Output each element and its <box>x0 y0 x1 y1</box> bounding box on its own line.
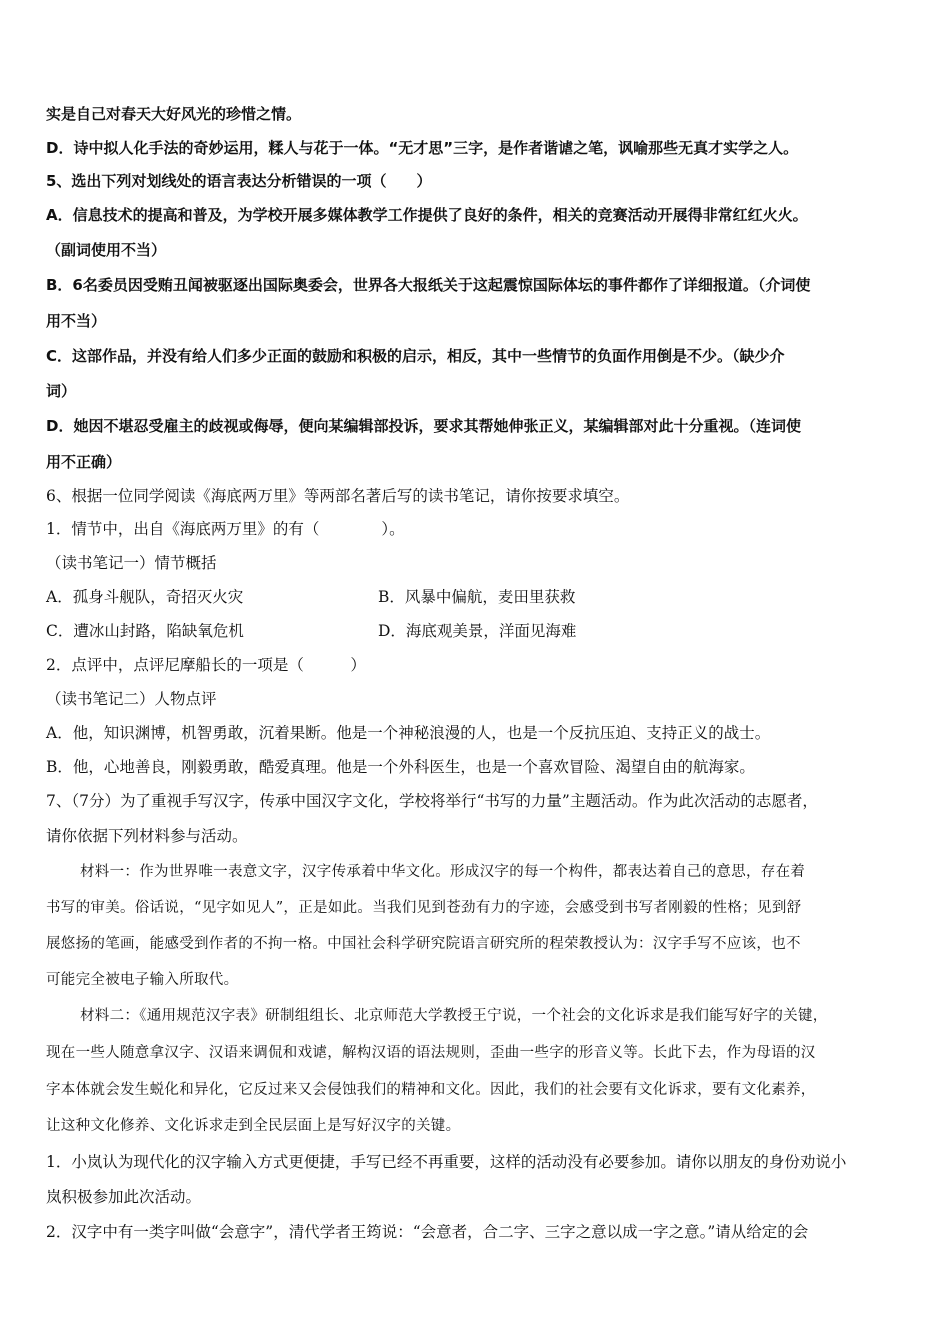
q6-option-c: C．遭冰山封路，陷缺氧危机 <box>46 622 244 640</box>
q6-answer-a: A．他，知识渊博，机智勇敢，沉着果断。他是一个神秘浪漫的人，也是一个反抗压迫、支持正义的战士。 <box>46 724 771 742</box>
material2-line1: 材料二：《通用规范汉字表》研制组组长、北京师范大学教授王宁说，一个社会的文化诉求是我们能写好字的关键， <box>80 1008 828 1024</box>
q5-option-d: D．她因不堪忍受雇主的歧视或侮辱，便向某编辑部投诉，要求其帮她伸张正义，某编辑部对此十分重视。（连词使 <box>46 417 801 435</box>
q5-stem: 5、选出下列对划线处的语言表达分析错误的一项（ ） <box>46 172 432 190</box>
material2-line3: 字本体就会发生蜕化和异化，它反过来又会侵蚀我们的精神和文化。因此，我们的社会要有文化诉求，要有文化素养， <box>46 1082 816 1098</box>
q4-line1: 实是自己对春天大好风光的珍惜之情。 <box>46 105 302 123</box>
q5-option-c-cont: 词） <box>46 382 77 400</box>
material1-line4: 可能完全被电子输入所取代。 <box>46 972 239 988</box>
q6-note1: （读书笔记一）情节概括 <box>46 554 217 572</box>
q6-sub2: 2．点评中，点评尼摩船长的一项是（ ） <box>46 656 366 674</box>
material2-line2: 现在一些人随意拿汉字、汉语来调侃和戏谑，解构汉语的语法规则，歪曲一些字的形音义等。长此下去，作为母语的汉 <box>46 1045 816 1061</box>
q7-sub1-cont: 岚积极参加此次活动。 <box>46 1188 202 1206</box>
material1-line3: 展悠扬的笔画，能感受到作者的不拘一格。中国社会科学研究院语言研究所的程荣教授认为：汉字手写不应该，也不 <box>46 936 801 952</box>
material1-line2: 书写的审美。俗话说，“见字如见人”，正是如此。当我们见到苍劲有力的字迹，会感受到书写者刚毅的性格；见到舒 <box>46 900 802 916</box>
q6-answer-b: B．他，心地善良，刚毅勇敢，酷爱真理。他是一个外科医生，也是一个喜欢冒险、渴望自由的航海家。 <box>46 758 755 776</box>
q7-stem: 7、（7分）为了重视手写汉字，传承中国汉字文化，学校将举行“书写的力量”主题活动。作为此次活动的志愿者， <box>46 792 818 810</box>
q5-option-b-cont: 用不当） <box>46 312 107 330</box>
q6-option-d: D．海底观美景，洋面见海难 <box>378 622 577 640</box>
q7-stem-cont: 请你依据下列材料参与活动。 <box>46 827 248 845</box>
q5-option-d-cont: 用不正确） <box>46 453 122 471</box>
q6-note2: （读书笔记二）人物点评 <box>46 690 217 708</box>
material1-line1: 材料一：作为世界唯一表意文字，汉字传承着中华文化。形成汉字的每一个构件，都表达着自己的意思，存在着 <box>80 864 806 880</box>
q5-option-a: A．信息技术的提高和普及，为学校开展多媒体教学工作提供了良好的条件，相关的竞赛活动开展得非常红红火火。 <box>46 206 808 224</box>
q7-sub2: 2．汉字中有一类字叫做“会意字”，清代学者王筠说：“会意者，合二字、三字之意以成一字之意。”请从给定的会 <box>46 1223 809 1241</box>
q6-sub1: 1．情节中，出自《海底两万里》的有（ ）。 <box>46 520 405 538</box>
q5-option-b: B．6名委员因受贿丑闻被驱逐出国际奥委会，世界各大报纸关于这起震惊国际体坛的事件都作了详细报道。（介词使 <box>46 276 811 294</box>
material2-line4: 让这种文化修养、文化诉求走到全民层面上是写好汉字的关键。 <box>46 1118 461 1134</box>
q4-option-d: D．诗中拟人化手法的奇妙运用，糅人与花于一体。“无才思”三字，是作者谐谑之笔，讽喻那些无真才实学之人。 <box>46 139 799 157</box>
q5-option-a-cont: （副词使用不当） <box>46 241 167 259</box>
q6-option-b: B．风暴中偏航，麦田里获救 <box>378 588 576 606</box>
q7-sub1: 1．小岚认为现代化的汉字输入方式更便捷，手写已经不再重要，这样的活动没有必要参加。请你以朋友的身份劝说小 <box>46 1153 847 1171</box>
q6-option-a: A．孤身斗舰队，奇招灭火灾 <box>46 588 244 606</box>
q6-stem: 6、根据一位同学阅读《海底两万里》等两部名著后写的读书笔记，请你按要求填空。 <box>46 487 630 505</box>
q5-option-c: C．这部作品，并没有给人们多少正面的鼓励和积极的启示，相反，其中一些情节的负面作用倒是不少。（缺少介 <box>46 347 785 365</box>
